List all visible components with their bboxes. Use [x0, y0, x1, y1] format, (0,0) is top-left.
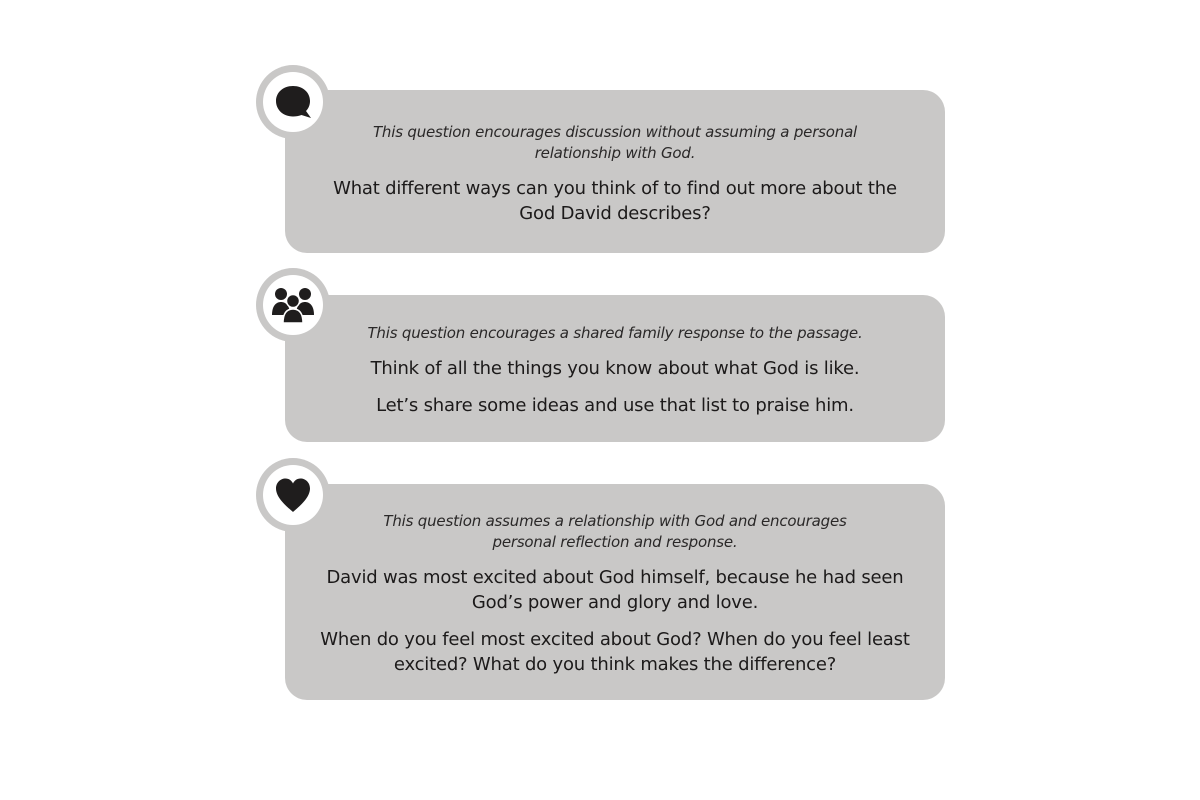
card-icon-badge	[256, 268, 330, 342]
heart-icon	[273, 476, 313, 514]
question-text: When do you feel most excited about God? When do you feel least excited? What do you think makes the difference?	[320, 629, 910, 675]
question-text: Think of all the things you know about what God is like.	[370, 358, 860, 379]
card-note: This question encourages discussion without assuming a personal relationship with God.	[372, 123, 858, 162]
question-text: Let’s share some ideas and use that list to praise him.	[376, 395, 854, 416]
family-group-icon	[271, 285, 315, 325]
question-text: What different ways can you think of to find out more about the God David describes?	[333, 178, 897, 224]
question-text: David was most excited about God himself, because he had seen God’s power and glory and love.	[326, 567, 904, 613]
family-question-card	[285, 295, 945, 442]
card-note: This question encourages a shared family response to the passage.	[367, 324, 863, 342]
card-icon-badge	[256, 65, 330, 139]
card-note: This question assumes a relationship with God and encourages personal reflection and response.	[383, 512, 847, 551]
card-icon-badge	[256, 458, 330, 532]
discussion-question-card	[285, 90, 945, 253]
speech-bubble-icon	[273, 82, 313, 122]
personal-question-card	[285, 484, 945, 700]
